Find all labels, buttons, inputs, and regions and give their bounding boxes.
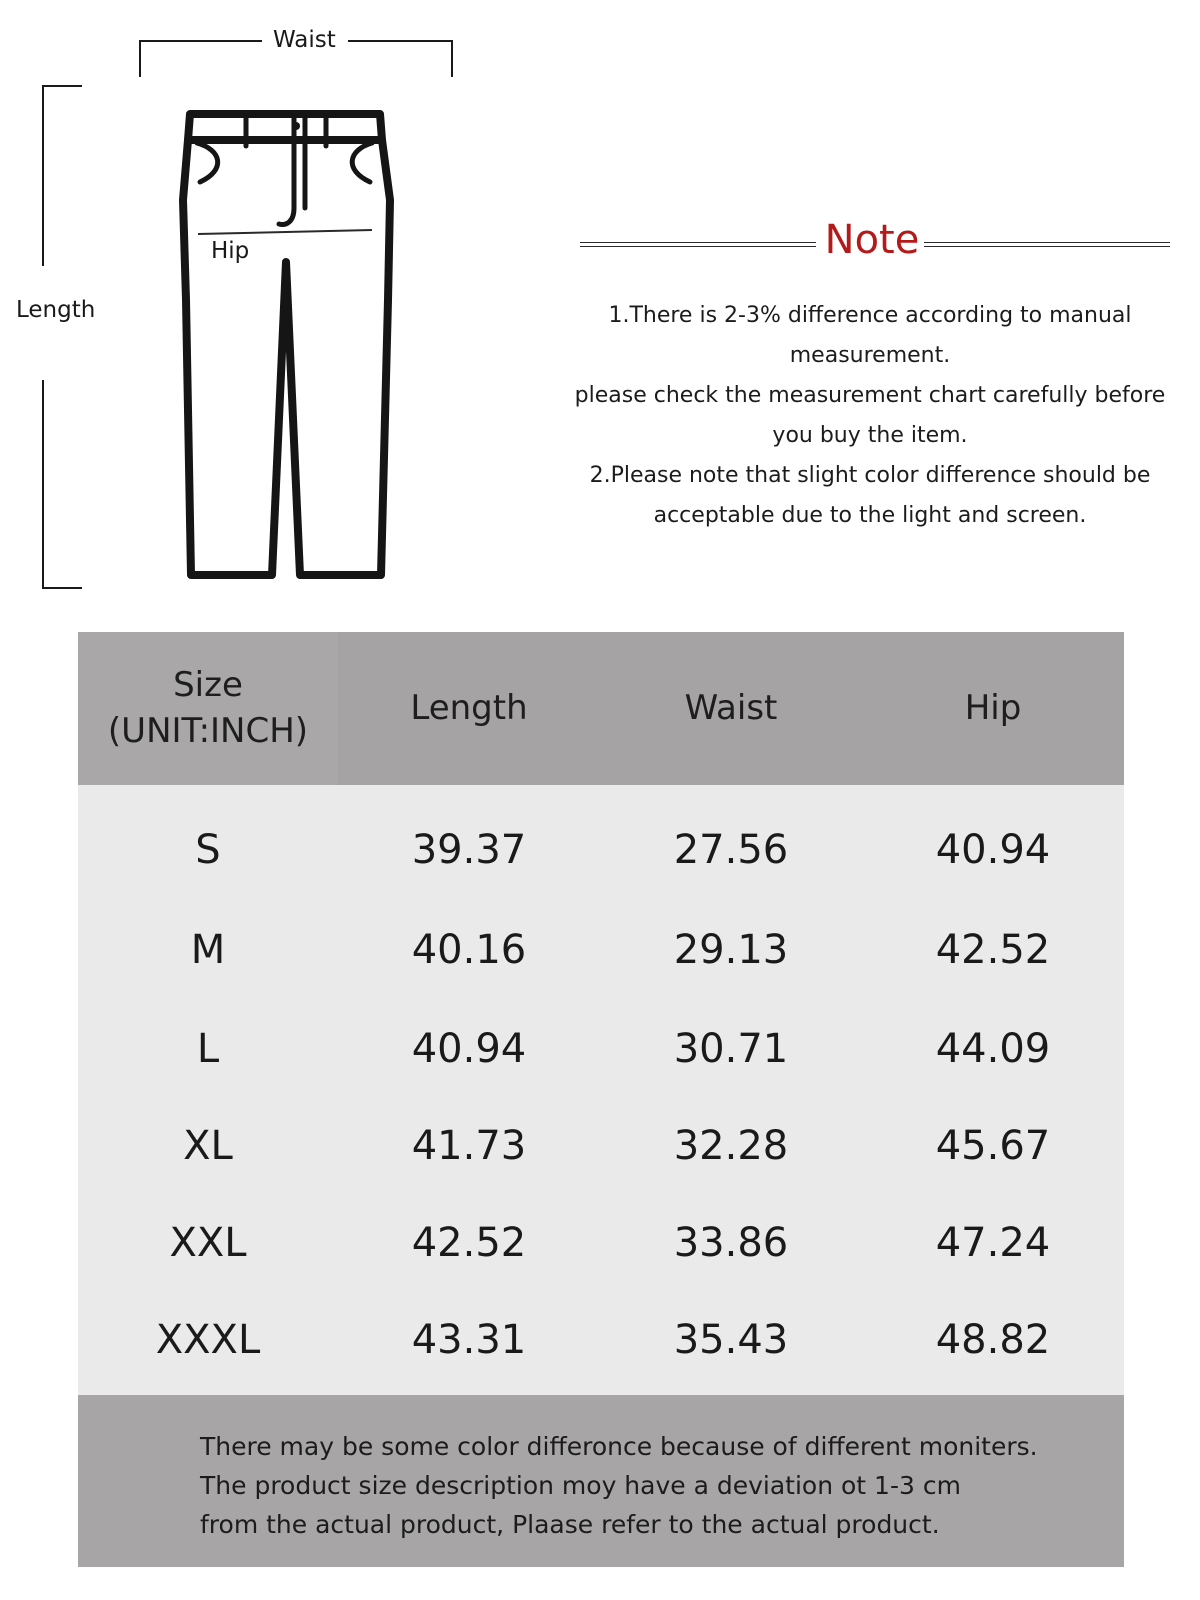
cell-hip: 42.52 — [935, 926, 1051, 973]
cell-waist: 30.71 — [673, 1025, 789, 1072]
footer-disclaimer — [200, 1427, 1100, 1544]
note-line: you buy the item. — [772, 423, 968, 448]
header-size-label: Size — [173, 664, 243, 705]
table-row — [78, 1290, 1124, 1389]
header-unit-label: (UNIT:INCH) — [107, 710, 309, 751]
cell-waist: 32.28 — [673, 1122, 789, 1169]
cell-length: 42.52 — [411, 1219, 527, 1266]
cell-hip: 47.24 — [935, 1219, 1051, 1266]
table-row — [78, 1193, 1124, 1292]
note-line: acceptable due to the light and screen. — [653, 503, 1087, 528]
divider-left — [580, 242, 816, 247]
cell-length: 39.37 — [411, 826, 527, 873]
header-hip: Hip — [862, 632, 1124, 785]
header-size — [78, 632, 338, 785]
cell-size: XXL — [169, 1219, 247, 1266]
cell-length: 40.16 — [411, 926, 527, 973]
footer-line: from the actual product, Plaase refer to the actual product. — [200, 1510, 940, 1539]
cell-waist: 29.13 — [673, 926, 789, 973]
cell-size: XL — [183, 1122, 233, 1169]
header-waist: Waist — [600, 632, 862, 785]
cell-waist: 27.56 — [673, 826, 789, 873]
cell-length: 43.31 — [411, 1316, 527, 1363]
cell-size: XXXL — [155, 1316, 261, 1363]
divider-right — [924, 242, 1170, 247]
note-line: 1.There is 2-3% difference according to manual — [608, 303, 1132, 328]
table-row — [78, 1096, 1124, 1195]
header-length: Length — [338, 632, 600, 785]
cell-hip: 48.82 — [935, 1316, 1051, 1363]
length-label: Length — [16, 297, 96, 323]
cell-length: 41.73 — [411, 1122, 527, 1169]
cell-size: S — [195, 826, 221, 873]
cell-hip: 45.67 — [935, 1122, 1051, 1169]
cell-waist: 35.43 — [673, 1316, 789, 1363]
table-row — [78, 900, 1124, 999]
note-line: measurement. — [789, 343, 951, 368]
table-header — [78, 632, 1124, 785]
note-title: Note — [824, 217, 920, 263]
note-line: please check the measurement chart carefully before — [574, 383, 1166, 408]
note-line: 2.Please note that slight color difference should be — [589, 463, 1151, 488]
size-table — [78, 632, 1124, 1567]
cell-size: M — [190, 926, 226, 973]
note-heading — [580, 212, 1170, 272]
cell-waist: 33.86 — [673, 1219, 789, 1266]
cell-hip: 44.09 — [935, 1025, 1051, 1072]
hip-label: Hip — [211, 238, 250, 264]
table-row — [78, 999, 1124, 1098]
table-row — [78, 800, 1124, 899]
cell-length: 40.94 — [411, 1025, 527, 1072]
note-body — [560, 296, 1180, 536]
footer-line: There may be some color differonce because of different moniters. — [200, 1432, 1038, 1461]
footer-line: The product size description moy have a deviation ot 1-3 cm — [200, 1471, 961, 1500]
cell-hip: 40.94 — [935, 826, 1051, 873]
waist-label: Waist — [267, 29, 342, 52]
cell-size: L — [196, 1025, 220, 1072]
table-footer — [78, 1395, 1124, 1567]
